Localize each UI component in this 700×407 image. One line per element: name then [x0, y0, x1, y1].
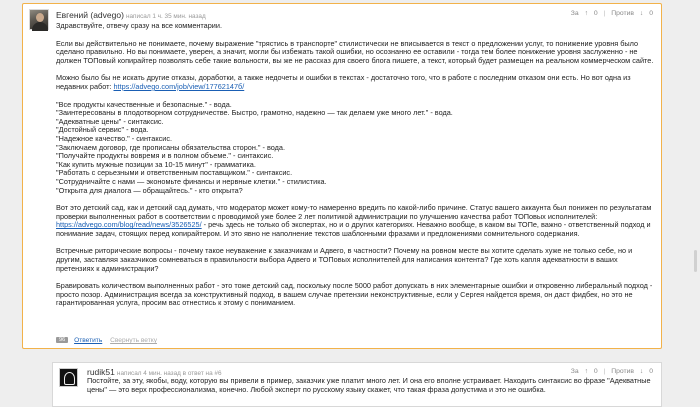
vote-controls [569, 10, 655, 17]
reply-link[interactable]: Ответить [74, 337, 103, 344]
comment-paragraph [56, 74, 654, 91]
vote-up-button[interactable]: За [570, 368, 579, 375]
vote-separator: | [603, 10, 606, 17]
vote-down-count: 0 [649, 368, 653, 375]
reply-author[interactable]: rudik51 [87, 367, 115, 377]
blog-news-link[interactable]: https://advego.com/blog/read/news/3526525/ [56, 220, 202, 230]
collapse-thread-link[interactable]: Свернуть ветку [110, 337, 158, 344]
comment-paragraph: Встречные риторические вопросы - почему такое неуважение к заказчикам и Адвего, в частности? Почему на ровном месте вы хотите сделать хуже не только себе, но и другим, заставляя заказчиков сомневаться в правильности выбора Адвего и ТОПовых исполнителей для написания контента? Где хоть капля адекватности в ваших претензиях к администрации? [56, 246, 633, 273]
vote-down-button[interactable]: Против [611, 10, 635, 17]
vote-controls [569, 368, 655, 375]
comment-paragraph [56, 204, 654, 238]
vote-down-arrow-icon[interactable]: ↓ [639, 10, 644, 17]
vote-up-count: 0 [593, 10, 598, 17]
comment-body [56, 22, 654, 317]
vote-up-button[interactable]: За [570, 10, 579, 17]
vote-down-arrow-icon[interactable]: ↓ [639, 368, 644, 375]
comment-author[interactable]: Евгений (advego) [56, 10, 124, 20]
vote-separator: | [603, 368, 606, 375]
avatar-face [36, 13, 44, 22]
reply-card [52, 362, 662, 407]
vote-down-button[interactable]: Против [611, 368, 635, 375]
vote-up-count: 0 [593, 368, 598, 375]
comment-paragraph-text: Вот это детский сад, как и детский сад думать, что модератор может кому-то намеренно вредить по какой-либо причине. Статус вашего аккаунта был понижен по результатам проверки выполненных работ в соответствии с проводимой уже более 2 лет политикой администрации по улучшению качества работ ТОПовых исполнителей: [56, 203, 652, 221]
comment-footer [56, 337, 157, 344]
quote-list: "Все продукты качественные и безопасные." - вода. "Заинтересованы в плодотворном сотрудничестве. Быстро, грамотно, надежно — так делаем уже много лет." - вода. "Адекватные цены" - синтаксис. "Достойный сервис" - вода. "Надежное качество." - синтаксис. "Заключаем договор, где прописаны обязательства сторон." - вода. "Получайте продукты вовремя и в полном объеме." - синтаксис. "Как купить мужные позиции за 10-15 минут" - грамматика. "Работать с серьезными и ответственным поставщиком." - синтаксис. "Сотрудничайте с нами — экономьте финансы и нервные клетки." - стилистика. "Открыта для диалога — обращайтесь." - кто открыта? [56, 99, 453, 195]
avatar-symbol-icon [64, 372, 75, 385]
vote-up-arrow-icon[interactable]: ↑ [584, 368, 588, 375]
avatar[interactable] [29, 9, 49, 30]
comment-timestamp: написал 1 ч. 35 мин. назад [125, 13, 206, 20]
comment-paragraph-text: - речь здесь не только об экспертах, но и о других категориях. Неважно вообще, в каком вы ТОПе, важно - ответственный подход и понимание задач, стоящих перед копирайтером. И это явно не наполнение текстов шаблонными фразами и предложениями сомнительного содержания. [56, 220, 651, 238]
comment-meta [56, 10, 206, 20]
page-scrollbar[interactable] [694, 250, 697, 272]
job-link[interactable]: https://advego.com/job/view/17762147б/ [113, 81, 245, 91]
comment-paragraph: Здравствуйте, отвечу сразу на все комментарии. [56, 21, 222, 30]
comment-card [22, 3, 662, 349]
vote-up-arrow-icon[interactable]: ↑ [584, 10, 588, 17]
comment-paragraph: Бравировать количеством выполненных работ - это тоже детский сад, поскольку после 5000 работ допускать в них элементарные ошибки и откровенно либеральный подход - просто позор. Администрация всегда за конструктивный подход, в вашем случае претензии неконструктивные, если у Сергея найдется время, он даст фидбек, но это не гарантированная услуга, просим вас отнестись к этому с пониманием. [56, 281, 653, 308]
reply-timestamp: написал 4 мин. назад в ответ на #6 [116, 370, 222, 377]
avatar[interactable] [59, 368, 78, 387]
avatar-shoulders [32, 22, 48, 31]
comment-number-badge: 96 [56, 337, 68, 343]
comment-paragraph-text: Можно было бы не искать другие отказы, доработки, а также недочеты и ошибки в текстах - достаточно того, что в работе с последним отказом они есть. Но вот одна из недавних работ: [56, 73, 631, 91]
vote-down-count: 0 [649, 10, 653, 17]
reply-body: Постойте, за эту, якобы, воду, которую вы привели в пример, заказчик уже платит много лет. И она его вполне устраивает. Находить синтаксис во фразе "Адекватные цены" — это верх профессионализма, конечно. Любой эксперт по русскому языку скажет, что такая фраза допустима и это не ошибка. [87, 376, 651, 394]
comment-paragraph: Если вы действительно не понимаете, почему выражение "трястись в транспорте" стилистически не вписывается в текст о предложении услуг, то понижение уровня было сделано правильно. Но вы понимаете, уверен, а значит, могли бы избежать такой ошибки, но осознанно ее оставили - тогда тем более понижение уровня заслуженно - не должен ТОПовый копирайтер позволять себе такие вольности, вы же не рассказ для своего блога пишете, а текст, который будет размещен на реальном коммерческом сайте. [56, 38, 654, 65]
